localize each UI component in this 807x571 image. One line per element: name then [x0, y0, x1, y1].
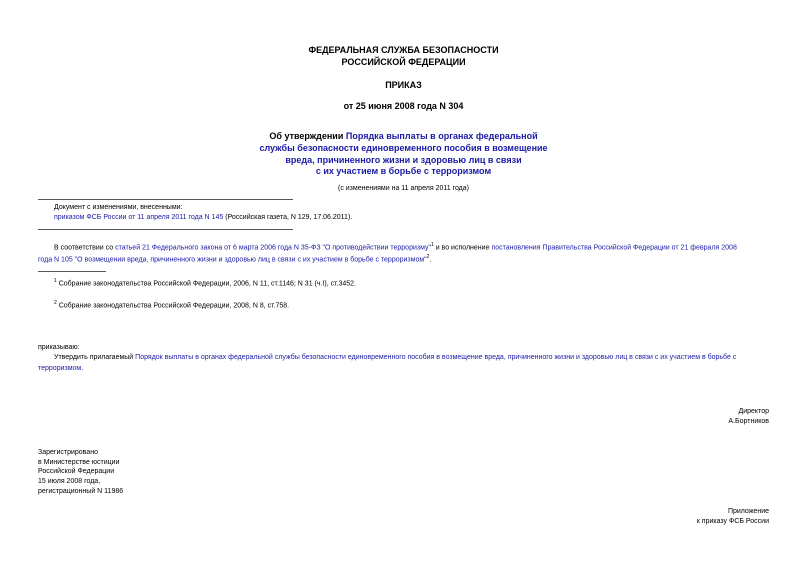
footnote-ref-1[interactable]: 1 [430, 242, 434, 248]
preamble-end: . [429, 256, 432, 264]
agency-name-line2: РОССИЙСКОЙ ФЕДЕРАЦИИ [341, 57, 466, 67]
document-type: ПРИКАЗ [385, 80, 422, 90]
registration-line2: в Министерстве юстиции [38, 459, 120, 466]
title-link-part4[interactable]: с их участием в борьбе с терроризмом [315, 166, 492, 176]
registration-line3: Российской Федерации [38, 468, 115, 475]
preamble-line2 [38, 254, 431, 263]
approve-text: Утвердить прилагаемый [54, 354, 136, 361]
federal-law-link[interactable]: статьей 21 Федерального закона от 6 марта 2006 года N 35-ФЗ "О противодействии терроризму" [115, 244, 431, 252]
registration-line1: Зарегистрировано [38, 449, 98, 456]
title-link-part3[interactable]: вреда, причиненного жизни и здоровью лиц в связи [285, 155, 522, 165]
preamble-line1 [54, 242, 737, 251]
preamble-text1: В соответствии со [54, 244, 116, 252]
footnote-text-2: Собрание законодательства Российской Федерации, 2008, N 8, ст.758. [56, 302, 290, 310]
changes-entry [54, 214, 352, 221]
registration-line4: 15 июля 2008 года, [38, 478, 101, 485]
preamble-text2: и во исполнение [433, 244, 492, 252]
document-date-number: от 25 июня 2008 года N 304 [343, 101, 464, 111]
title-link-part1[interactable]: Порядка выплаты в органах федеральной [345, 131, 538, 141]
footnote-mark-1: 1 [54, 278, 57, 284]
appendix-line1: Приложение [727, 508, 769, 515]
procedure-link-part2[interactable]: терроризмом [38, 365, 82, 372]
amendment-note: (с изменениями на 11 апреля 2011 года) [337, 185, 469, 192]
amending-order-link[interactable]: приказом ФСБ России от 11 апреля 2011 года N 145 [54, 214, 224, 221]
signature-position: Директор [738, 408, 769, 415]
appendix-line2: к приказу ФСБ России [696, 518, 769, 525]
government-decree-link-part1[interactable]: постановления Правительства Российской Федерации от 21 февраля 2008 [491, 244, 737, 252]
registration-line5: регистрационный N 11986 [38, 488, 124, 495]
title-prefix: Об утверждении [269, 131, 346, 141]
footnote-1 [54, 278, 356, 287]
agency-name-line1: ФЕДЕРАЛЬНАЯ СЛУЖБА БЕЗОПАСНОСТИ [308, 45, 499, 55]
footnote-text-1: Собрание законодательства Российской Федерации, 2006, N 11, ст.1146; N 31 (ч.I), ст.3452. [56, 280, 357, 288]
approve-line2 [38, 365, 83, 372]
changes-label: Документ с изменениями, внесенными: [54, 204, 183, 211]
footnote-2 [54, 300, 289, 309]
footnote-ref-2[interactable]: 2 [426, 254, 430, 260]
approve-end: . [81, 365, 84, 372]
government-decree-link-part2[interactable]: года N 105 "О возмещении вреда, причиненного жизни и здоровью лиц в связи с их участием в борьбе с терроризмом" [38, 256, 427, 264]
procedure-link-part1[interactable]: Порядок выплаты в органах федеральной службы безопасности единовременного пособия в возмещение вреда, причиненного жизни и здоровью лиц в связи с их участием в борьбе с [135, 354, 737, 361]
title-link-part2[interactable]: службы безопасности единовременного пособия в возмещение [259, 143, 548, 153]
title-line1 [0, 131, 807, 141]
footnote-mark-2: 2 [54, 300, 57, 306]
orders-word: приказываю: [38, 344, 80, 351]
changes-box-top-divider [38, 199, 293, 200]
signature-name: А.Бортников [728, 418, 769, 425]
changes-box-bottom-divider [38, 229, 293, 230]
amending-order-source: (Российская газета, N 129, 17.06.2011). [223, 214, 353, 221]
approve-line1 [54, 354, 736, 361]
footnotes-divider [38, 271, 106, 272]
